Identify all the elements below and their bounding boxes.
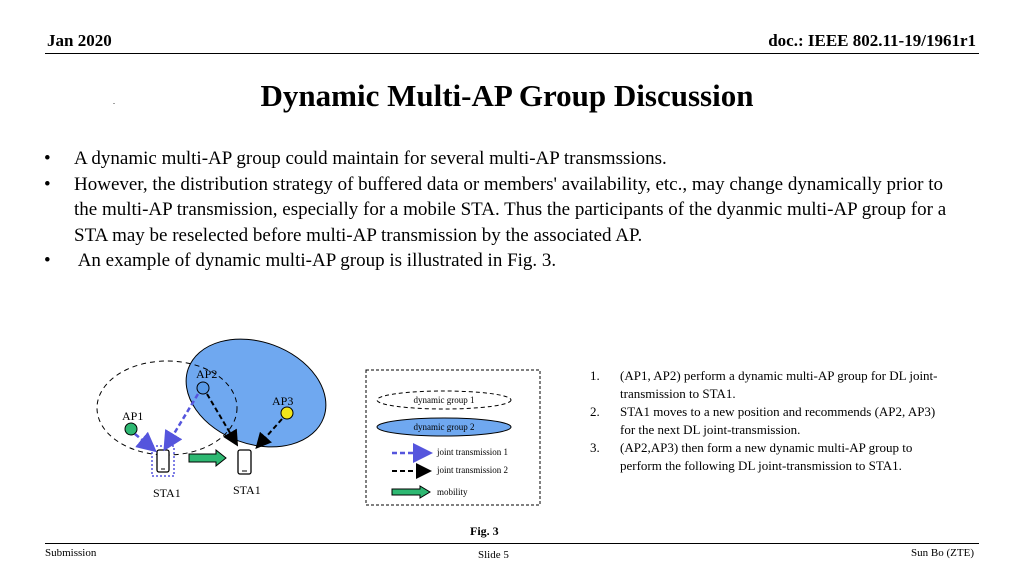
- step-text: (AP2,AP3) then form a new dynamic multi-AP group to perform the following DL joint-transmission to STA1.: [620, 440, 913, 473]
- step-item: [590, 403, 940, 439]
- stray-dot: .: [113, 97, 115, 106]
- dynamic-group-2-ellipse: [171, 320, 341, 465]
- ap1-label: AP1: [122, 409, 144, 423]
- footer-submission: Submission: [45, 547, 97, 559]
- footer-author: Sun Bo (ZTE): [911, 547, 974, 559]
- step-item: [590, 367, 940, 403]
- header-doc-id: doc.: IEEE 802.11-19/1961r1: [768, 31, 976, 50]
- ap2-node: [197, 382, 209, 394]
- legend-mobility-swatch: [392, 486, 430, 498]
- legend-box: [366, 370, 540, 505]
- step-item: [590, 439, 940, 475]
- sta1-left-label: STA1: [153, 486, 181, 500]
- joint-tx1-ap2-arrow: [166, 394, 198, 447]
- bullet-marker: •: [44, 173, 51, 195]
- mobility-arrow: [189, 450, 226, 466]
- legend-group1-label: dynamic group 1: [413, 395, 475, 405]
- sta1-right-phone-icon: [238, 450, 251, 474]
- ap2-label: AP2: [196, 367, 218, 381]
- step-number: 3.: [590, 440, 600, 455]
- legend-joint2-label: joint transmission 2: [437, 465, 509, 475]
- bullet-text: An example of dynamic multi-AP group is illustrated in Fig. 3.: [74, 250, 557, 271]
- joint-tx1-ap1-arrow: [135, 434, 153, 449]
- legend-mobility-label: mobility: [437, 487, 468, 497]
- step-text: STA1 moves to a new position and recommends (AP2, AP3) for the next DL joint-transmission.: [620, 404, 936, 437]
- step-number: 1.: [590, 368, 600, 383]
- ap1-node: [125, 423, 137, 435]
- footer-slide-number: Slide 5: [478, 549, 509, 561]
- figure-caption: Fig. 3: [470, 524, 499, 538]
- legend-group2-label: dynamic group 2: [413, 422, 475, 432]
- footer-divider: [45, 543, 979, 544]
- step-number: 2.: [590, 404, 600, 419]
- bullet-text: However, the distribution strategy of buffered data or members' availability, etc., may change dynamically prior to the multi-AP transmission, especially for a mobile STA. Thus the participants of the dyanmic multi-AP group for a STA may be reselected before multi-AP transmission by the associated AP.: [74, 173, 947, 246]
- slide-title: Dynamic Multi-AP Group Discussion: [260, 78, 754, 113]
- steps-list: [590, 367, 940, 475]
- bullet-marker: •: [44, 148, 51, 169]
- ap3-label: AP3: [272, 394, 294, 408]
- legend-joint1-label: joint transmission 1: [437, 447, 509, 457]
- sta1-right-label: STA1: [233, 483, 261, 497]
- step-text: (AP1, AP2) perform a dynamic multi-AP group for DL joint-transmission to STA1.: [620, 368, 938, 401]
- header-date: Jan 2020: [47, 31, 112, 50]
- bullet-marker: •: [44, 250, 51, 271]
- bullet-text: A dynamic multi-AP group could maintain for several multi-AP transmssions.: [74, 148, 667, 169]
- ap3-node: [281, 407, 293, 419]
